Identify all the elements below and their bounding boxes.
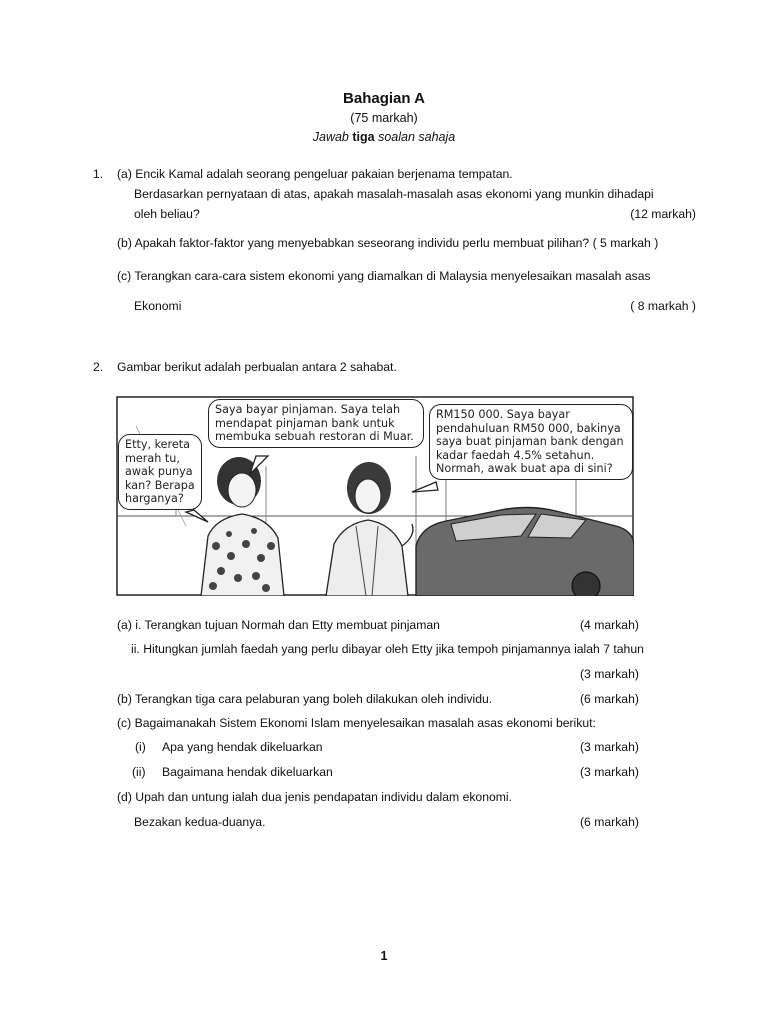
page-number: 1 [380,949,388,963]
speech-bubble-right [429,404,633,480]
bubble-left-line: kan? Berapa [125,478,195,492]
bubble-left-line: harganya? [125,492,184,505]
q1-a-line2: Berdasarkan pernyataan di atas, apakah masalah-masalah asas ekonomi yang munkin dihadapi [134,187,654,201]
instruction-part-3: soalan sahaja [378,130,456,144]
bubble-left-line: Etty, kereta [125,438,191,451]
q2-d-line2: Bezakan kedua-duanya. [134,815,266,829]
bubble-right-line: Normah, awak buat apa di sini? [436,462,613,475]
q2-a-i-text: (a) i. Terangkan tujuan Normah dan Etty membuat pinjaman [117,618,440,632]
q1-a-line1: (a) Encik Kamal adalah seorang pengeluar pakaian berjenama tempatan. [117,167,513,181]
instruction-part-2: tiga [352,130,375,144]
q1-a-line3: oleh beliau? [134,207,200,221]
q2-c-ii-text: Bagaimana hendak dikeluarkan [162,765,333,779]
q1-c-marks: ( 8 markah ) [630,299,696,313]
bubble-middle-line: membuka sebuah restoran di Muar. [215,430,414,443]
q2-intro: Gambar berikut adalah perbualan antara 2 sahabat. [117,360,397,374]
q1-number: 1. [93,167,104,181]
bubble-right-line: RM150 000. Saya bayar [436,408,570,421]
q2-c-i-text: Apa yang hendak dikeluarkan [162,740,323,754]
q1-c-line1: (c) Terangkan cara-cara sistem ekonomi yang diamalkan di Malaysia menyelesaikan masalah asas [117,269,651,283]
q2-d-line1: (d) Upah dan untung ialah dua jenis pendapatan individu dalam ekonomi. [117,790,513,804]
q2-d-marks: (6 markah) [580,815,639,829]
bubble-right-line: kadar faedah 4.5% setahun. [436,448,595,462]
q2-c-ii-marks: (3 markah) [580,765,639,779]
q2-c-i-marks: (3 markah) [580,740,639,754]
comic-illustration [116,396,634,596]
q1-a-marks: (12 markah) [630,207,696,221]
q1-b-text: (b) Apakah faktor-faktor yang menyebabkan seseorang individu perlu membuat pilihan? ( 5 markah ) [117,236,659,250]
q2-b-marks: (6 markah) [580,692,639,706]
q2-c-ii-number: (ii) [132,765,146,779]
q2-b-text: (b) Terangkan tiga cara pelaburan yang boleh dilakukan oleh individu. [117,692,493,706]
q2-a-i-marks: (4 markah) [580,618,639,632]
bubble-left-line: merah tu, [125,451,180,465]
bubble-left-line: awak punya [125,465,193,478]
section-title: Bahagian A [343,90,425,107]
speech-bubble-middle [208,399,424,448]
instruction [0,130,768,144]
q1-c-line2: Ekonomi [134,299,182,313]
bubble-right-line: pendahuluan RM50 000, bakinya [436,421,621,435]
q2-a-ii-marks: (3 markah) [580,667,639,681]
total-marks: (75 markah) [350,111,418,125]
q2-c-i-number: (i) [135,740,146,754]
q2-number: 2. [93,360,104,374]
q2-a-ii-text: ii. Hitungkan jumlah faedah yang perlu dibayar oleh Etty jika tempoh pinjamannya ialah 7 tahun [131,642,644,656]
bubble-middle-line: Saya bayar pinjaman. Saya telah [215,403,401,416]
bubble-right-line: saya buat pinjaman bank dengan [436,435,624,448]
instruction-part-1: Jawab [312,130,349,144]
bubble-middle-line: mendapat pinjaman bank untuk [215,416,395,430]
q2-c-text: (c) Bagaimanakah Sistem Ekonomi Islam menyelesaikan masalah asas ekonomi berikut: [117,716,596,730]
speech-bubble-left [118,434,202,510]
